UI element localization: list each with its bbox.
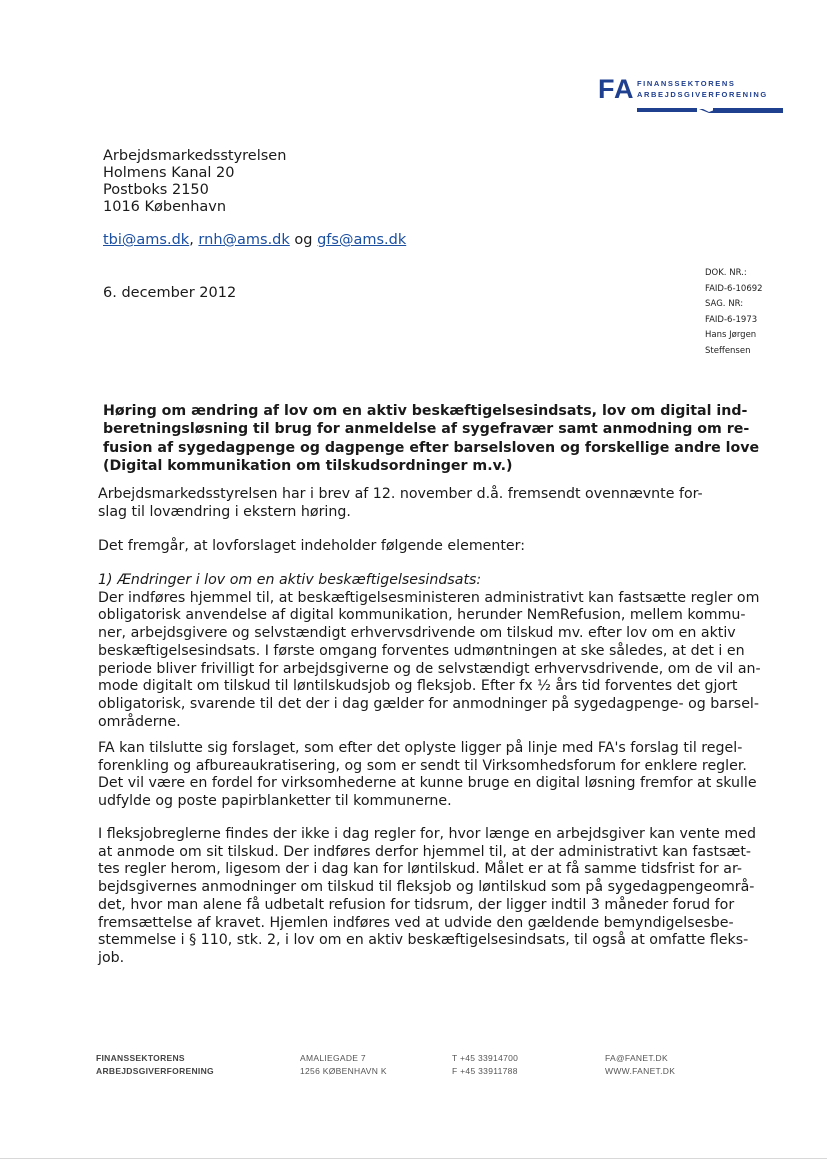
paragraph-line: beskæftigelsesindsats. I første omgang forventes udmøntningen at ske således, at det i en bbox=[98, 642, 745, 659]
paragraph-line: det, hvor man alene få udbetalt refusion for tidsrum, der ligger indtil 3 måneder forud for bbox=[98, 896, 735, 913]
heading-line: beretningsløsning til brug for anmeldelse af sygefravær samt anmodning om re- bbox=[103, 421, 750, 438]
paragraph-line: udfylde og poste papirblanketter til kommunerne. bbox=[98, 793, 452, 810]
paragraph-line: bejdsgivernes anmodninger om tilskud til fleksjob og løntilskud som på sygedagpengeområ- bbox=[98, 879, 755, 896]
footer-line: T +45 33914700 bbox=[452, 1053, 519, 1063]
document-metadata bbox=[705, 266, 763, 359]
logo-mark: FA bbox=[598, 74, 635, 104]
page-bottom-rule bbox=[0, 1158, 827, 1159]
paragraph-line: job. bbox=[98, 949, 125, 966]
heading-line: fusion af sygedagpenge og dagpenge efter barselsloven og forskellige andre love bbox=[103, 439, 760, 456]
letter-date: 6. december 2012 bbox=[103, 285, 237, 301]
address-line: Arbejdsmarkedsstyrelsen bbox=[103, 148, 287, 164]
paragraph-section-1 bbox=[98, 572, 761, 731]
paragraph-line: områderne. bbox=[98, 713, 181, 730]
meta-line: FAID-6-10692 bbox=[705, 283, 763, 294]
paragraph-line: forenkling og afbureaukratisering, og som er sendt til Virksomhedsforum for enklere regler. bbox=[98, 757, 747, 774]
recipient-address bbox=[103, 148, 286, 216]
footer-phone bbox=[452, 1052, 518, 1078]
heading-line: Høring om ændring af lov om en aktiv beskæftigelsesindsats, lov om digital ind- bbox=[103, 403, 748, 419]
paragraph-line: slag til lovændring i ekstern høring. bbox=[98, 503, 351, 520]
recipient-emails bbox=[103, 232, 406, 248]
meta-line: DOK. NR.: bbox=[705, 268, 747, 278]
paragraph-line: at anmode om sit tilskud. Der indføres derfor hjemmel til, at der administrativt kan fastsæt- bbox=[98, 843, 752, 860]
email-link-gfs[interactable]: gfs@ams.dk bbox=[317, 232, 407, 248]
letter-subject-heading bbox=[103, 402, 760, 475]
footer-line: AMALIEGADE 7 bbox=[300, 1053, 366, 1063]
paragraph-line: Der indføres hjemmel til, at beskæftigelsesministeren administrativt kan fastsætte regler om bbox=[98, 589, 760, 606]
paragraph-line: obligatorisk anvendelse af digital kommunikation, herunder NemRefusion, mellem kommu- bbox=[98, 607, 746, 624]
logo-text-line-2: ARBEJDSGIVERFORENING bbox=[637, 90, 768, 99]
paragraph-fa-support bbox=[98, 740, 757, 811]
meta-line: Hans Jørgen bbox=[705, 330, 757, 340]
address-line: 1016 København bbox=[103, 199, 227, 215]
paragraph-elements bbox=[98, 538, 525, 556]
logo-bar-graphic bbox=[637, 108, 783, 114]
meta-line: Steffensen bbox=[705, 345, 751, 356]
address-line: Holmens Kanal 20 bbox=[103, 165, 235, 181]
email-link-rnh[interactable]: rnh@ams.dk bbox=[198, 232, 290, 248]
email-separator: og bbox=[289, 232, 318, 248]
paragraph-line: mode digitalt om tilskud til løntilskudsjob og fleksjob. Efter fx ½ års tid forventes det gjort bbox=[98, 678, 738, 695]
email-separator: , bbox=[189, 232, 199, 248]
footer-website[interactable]: WWW.FANET.DK bbox=[605, 1066, 676, 1076]
footer-line: 1256 KØBENHAVN K bbox=[300, 1066, 387, 1076]
paragraph-line: tes regler herom, ligesom der i dag kan for løntilskud. Målet er at få samme tidsfrist for ar- bbox=[98, 861, 742, 878]
paragraph-line: fremsættelse af kravet. Hjemlen indføres ved at udvide den gældende bemyndigelsesbe- bbox=[98, 914, 734, 931]
paragraph-intro bbox=[98, 486, 703, 521]
paragraph-line: FA kan tilslutte sig forslaget, som efter det oplyste ligger på linje med FA's forslag til regel- bbox=[98, 740, 743, 756]
paragraph-line: obligatorisk, svarende til det der i dag gælder for anmodninger på sygedagpenge- og barsel- bbox=[98, 695, 759, 712]
paragraph-line: ner, arbejdsgivere og selvstændigt erhvervsdrivende om tilskud mv. efter lov om en aktiv bbox=[98, 625, 736, 642]
paragraph-fleksjob bbox=[98, 826, 756, 968]
email-link-tbi[interactable]: tbi@ams.dk bbox=[103, 232, 190, 248]
footer-email[interactable]: FA@FANET.DK bbox=[605, 1053, 668, 1063]
footer-line: ARBEJDSGIVERFORENING bbox=[96, 1066, 214, 1076]
footer-contact bbox=[605, 1052, 675, 1078]
meta-line: FAID-6-1973 bbox=[705, 314, 758, 325]
paragraph-line: Arbejdsmarkedsstyrelsen har i brev af 12. november d.å. fremsendt ovennævnte for- bbox=[98, 486, 703, 502]
meta-line: SAG. NR: bbox=[705, 299, 744, 309]
paragraph-line: I fleksjobreglerne findes der ikke i dag regler for, hvor længe en arbejdsgiver kan vente med bbox=[98, 826, 756, 842]
paragraph-line: stemmelse i § 110, stk. 2, i lov om en aktiv beskæftigelsesindsats, til også at omfatte fleks- bbox=[98, 932, 749, 949]
logo-text-line-1: FINANSSEKTORENS bbox=[637, 79, 736, 88]
section-title: 1) Ændringer i lov om en aktiv beskæftigelsesindsats: bbox=[98, 572, 482, 588]
address-line: Postboks 2150 bbox=[103, 182, 209, 198]
footer-line: F +45 33911788 bbox=[452, 1066, 518, 1076]
footer-line: FINANSSEKTORENS bbox=[96, 1053, 185, 1063]
heading-line: (Digital kommunikation om tilskudsordninger m.v.) bbox=[103, 457, 513, 474]
paragraph-line: periode bliver frivilligt for arbejdsgiverne og de selvstændigt erhvervsdrivende, om de vil an- bbox=[98, 660, 761, 677]
paragraph-line: Det vil være en fordel for virksomhederne at kunne bruge en digital løsning fremfor at skulle bbox=[98, 775, 757, 792]
footer-organization bbox=[96, 1052, 214, 1078]
paragraph-line: Det fremgår, at lovforslaget indeholder følgende elementer: bbox=[98, 538, 526, 554]
footer-address bbox=[300, 1052, 387, 1078]
